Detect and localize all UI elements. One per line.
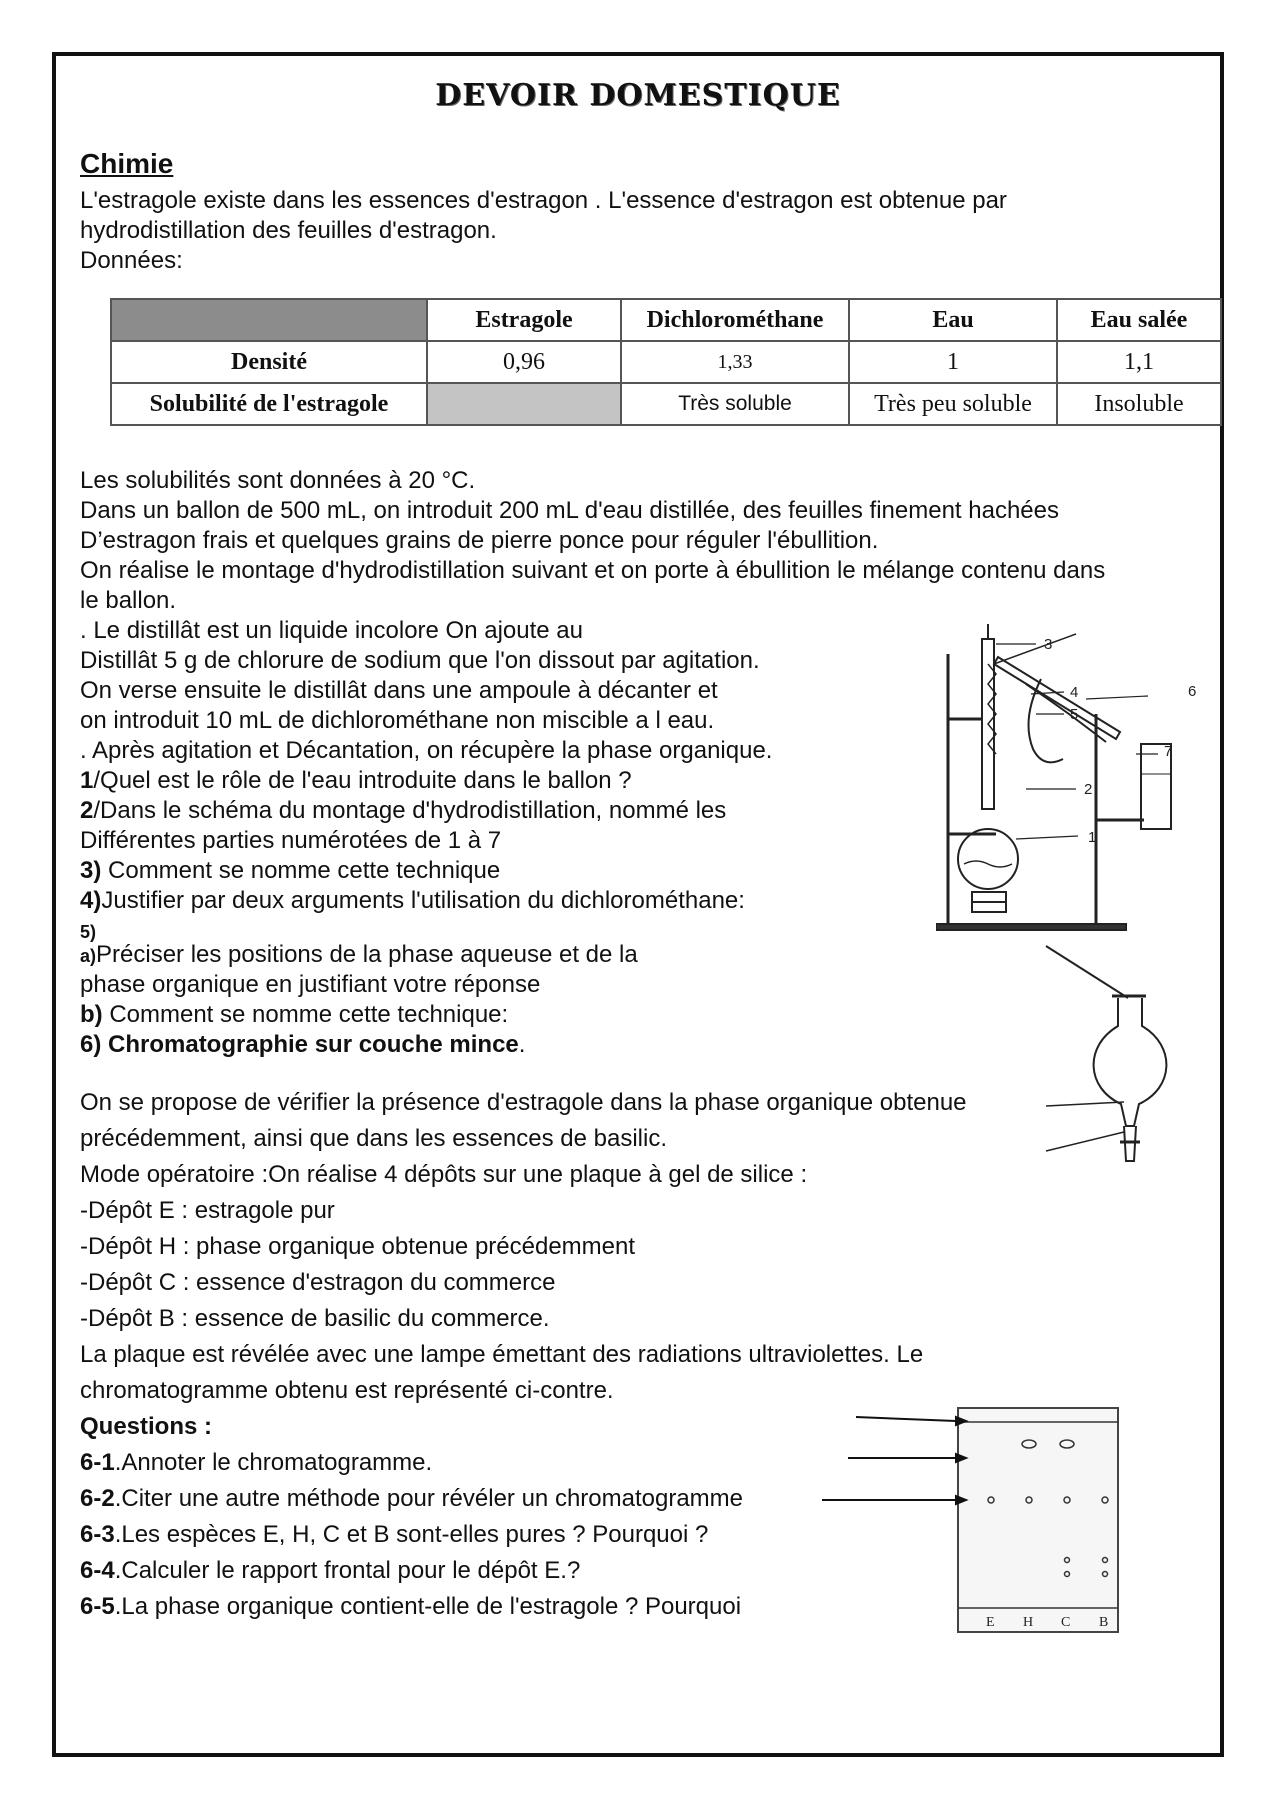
chromato-line: chromatogramme obtenu est représenté ci-contre.: [80, 1377, 614, 1404]
table-corner: [111, 299, 427, 341]
apparatus-label: 3: [1044, 636, 1053, 653]
body-line: Dans un ballon de 500 mL, on introduit 200 mL d'eau distillée, des feuilles finement hachées: [80, 497, 1059, 524]
body-line: On réalise le montage d'hydrodistillation suivant et on porte à ébullition le mélange contenu dans: [80, 557, 1106, 584]
sub-question: 6-1.Annoter le chromatogramme.: [80, 1449, 433, 1476]
data-table: [110, 298, 1222, 426]
apparatus-label: 6: [1188, 683, 1197, 700]
body-line: . Le distillât est un liquide incolore On ajoute au: [80, 617, 583, 644]
chromato-line: -Dépôt H : phase organique obtenue précédemment: [80, 1233, 636, 1260]
chromato-line: -Dépôt E : estragole pur: [80, 1197, 335, 1224]
plate-label: C: [1061, 1615, 1071, 1630]
body-line: le ballon.: [80, 587, 177, 614]
chromato-line: précédemment, ainsi que dans les essences de basilic.: [80, 1125, 667, 1152]
sub-question: 6-4.Calculer le rapport frontal pour le dépôt E.?: [80, 1557, 581, 1584]
chromato-line: Mode opératoire :On réalise 4 dépôts sur une plaque à gel de silice :: [80, 1161, 808, 1188]
table-cell: 0,96: [427, 341, 621, 383]
page-frame: [52, 52, 1224, 1757]
question-line: phase organique en justifiant votre réponse: [80, 971, 541, 998]
table-cell: Très soluble: [621, 383, 849, 425]
body-line: Distillât 5 g de chlorure de sodium que l'on dissout par agitation.: [80, 647, 760, 674]
questions-title: Questions :: [80, 1413, 213, 1440]
table-row: [111, 383, 1221, 425]
table-cell: Insoluble: [1057, 383, 1221, 425]
separatory-funnel-diagram: [1036, 936, 1216, 1166]
chromato-line: La plaque est révélée avec une lampe émettant des radiations ultraviolettes. Le: [80, 1341, 924, 1368]
apparatus-label: 7: [1164, 743, 1173, 760]
apparatus-label: 5: [1070, 706, 1079, 723]
table-cell: 1,1: [1057, 341, 1221, 383]
apparatus-label: 2: [1084, 781, 1093, 798]
question-line: 3) Comment se nomme cette technique: [80, 857, 501, 884]
sub-question: 6-2.Citer une autre méthode pour révéler un chromatogramme: [80, 1485, 743, 1512]
apparatus-label: 4: [1070, 684, 1079, 701]
question-line: a)Préciser les positions de la phase aqueuse et de la: [80, 941, 638, 968]
sub-question: 6-3.Les espèces E, H, C et B sont-elles pures ? Pourquoi ?: [80, 1521, 709, 1548]
table-header: Eau salée: [1057, 299, 1221, 341]
table-header: Eau: [849, 299, 1057, 341]
question-line: 5): [80, 922, 97, 942]
hydrodistillation-diagram: [936, 624, 1226, 934]
body-line: D’estragon frais et quelques grains de pierre ponce pour réguler l'ébullition.: [80, 527, 879, 554]
table-row: [111, 341, 1221, 383]
question-line: b) Comment se nomme cette technique:: [80, 1001, 509, 1028]
question-line: 6) Chromatographie sur couche mince.: [80, 1031, 526, 1058]
table-cell: 1: [849, 341, 1057, 383]
table-header: Dichlorométhane: [621, 299, 849, 341]
question-line: Différentes parties numérotées de 1 à 7: [80, 827, 502, 854]
chromatogram-diagram: [816, 1404, 1176, 1644]
plate-label: H: [1023, 1615, 1034, 1630]
chromato-line: On se propose de vérifier la présence d'estragole dans la phase organique obtenue: [80, 1089, 967, 1116]
section-title: Chimie: [80, 148, 174, 179]
body-line: on introduit 10 mL de dichlorométhane non miscible a l eau.: [80, 707, 715, 734]
page-title: DEVOIR DOMESTIQUE: [435, 78, 841, 113]
body-line: Les solubilités sont données à 20 °C.: [80, 467, 476, 494]
row-label: Solubilité de l'estragole: [111, 383, 427, 425]
question-line: 2/Dans le schéma du montage d'hydrodistillation, nommé les: [80, 797, 727, 824]
intro-line: Données:: [80, 247, 183, 274]
question-line: 1/Quel est le rôle de l'eau introduite dans le ballon ?: [80, 767, 632, 794]
chromato-line: -Dépôt C : essence d'estragon du commerce: [80, 1269, 556, 1296]
table-cell-empty: [427, 383, 621, 425]
sub-question: 6-5.La phase organique contient-elle de l'estragole ? Pourquoi: [80, 1593, 742, 1620]
body-line: On verse ensuite le distillât dans une ampoule à décanter et: [80, 677, 718, 704]
apparatus-label: 1: [1088, 829, 1097, 846]
intro-line: hydrodistillation des feuilles d'estragon.: [80, 217, 497, 244]
body-line: . Après agitation et Décantation, on récupère la phase organique.: [80, 737, 773, 764]
intro-line: L'estragole existe dans les essences d'estragon . L'essence d'estragon est obtenue par: [80, 187, 1007, 214]
tlc-plate: [958, 1408, 1118, 1632]
plate-label: E: [986, 1615, 995, 1630]
row-label: Densité: [111, 341, 427, 383]
table-header: Estragole: [427, 299, 621, 341]
table-cell: Très peu soluble: [849, 383, 1057, 425]
question-line: 4)Justifier par deux arguments l'utilisation du dichlorométhane:: [80, 887, 745, 914]
plate-label: B: [1099, 1615, 1109, 1630]
table-header-row: [111, 299, 1221, 341]
table-cell: 1,33: [621, 341, 849, 383]
chromato-line: -Dépôt B : essence de basilic du commerce.: [80, 1305, 550, 1332]
